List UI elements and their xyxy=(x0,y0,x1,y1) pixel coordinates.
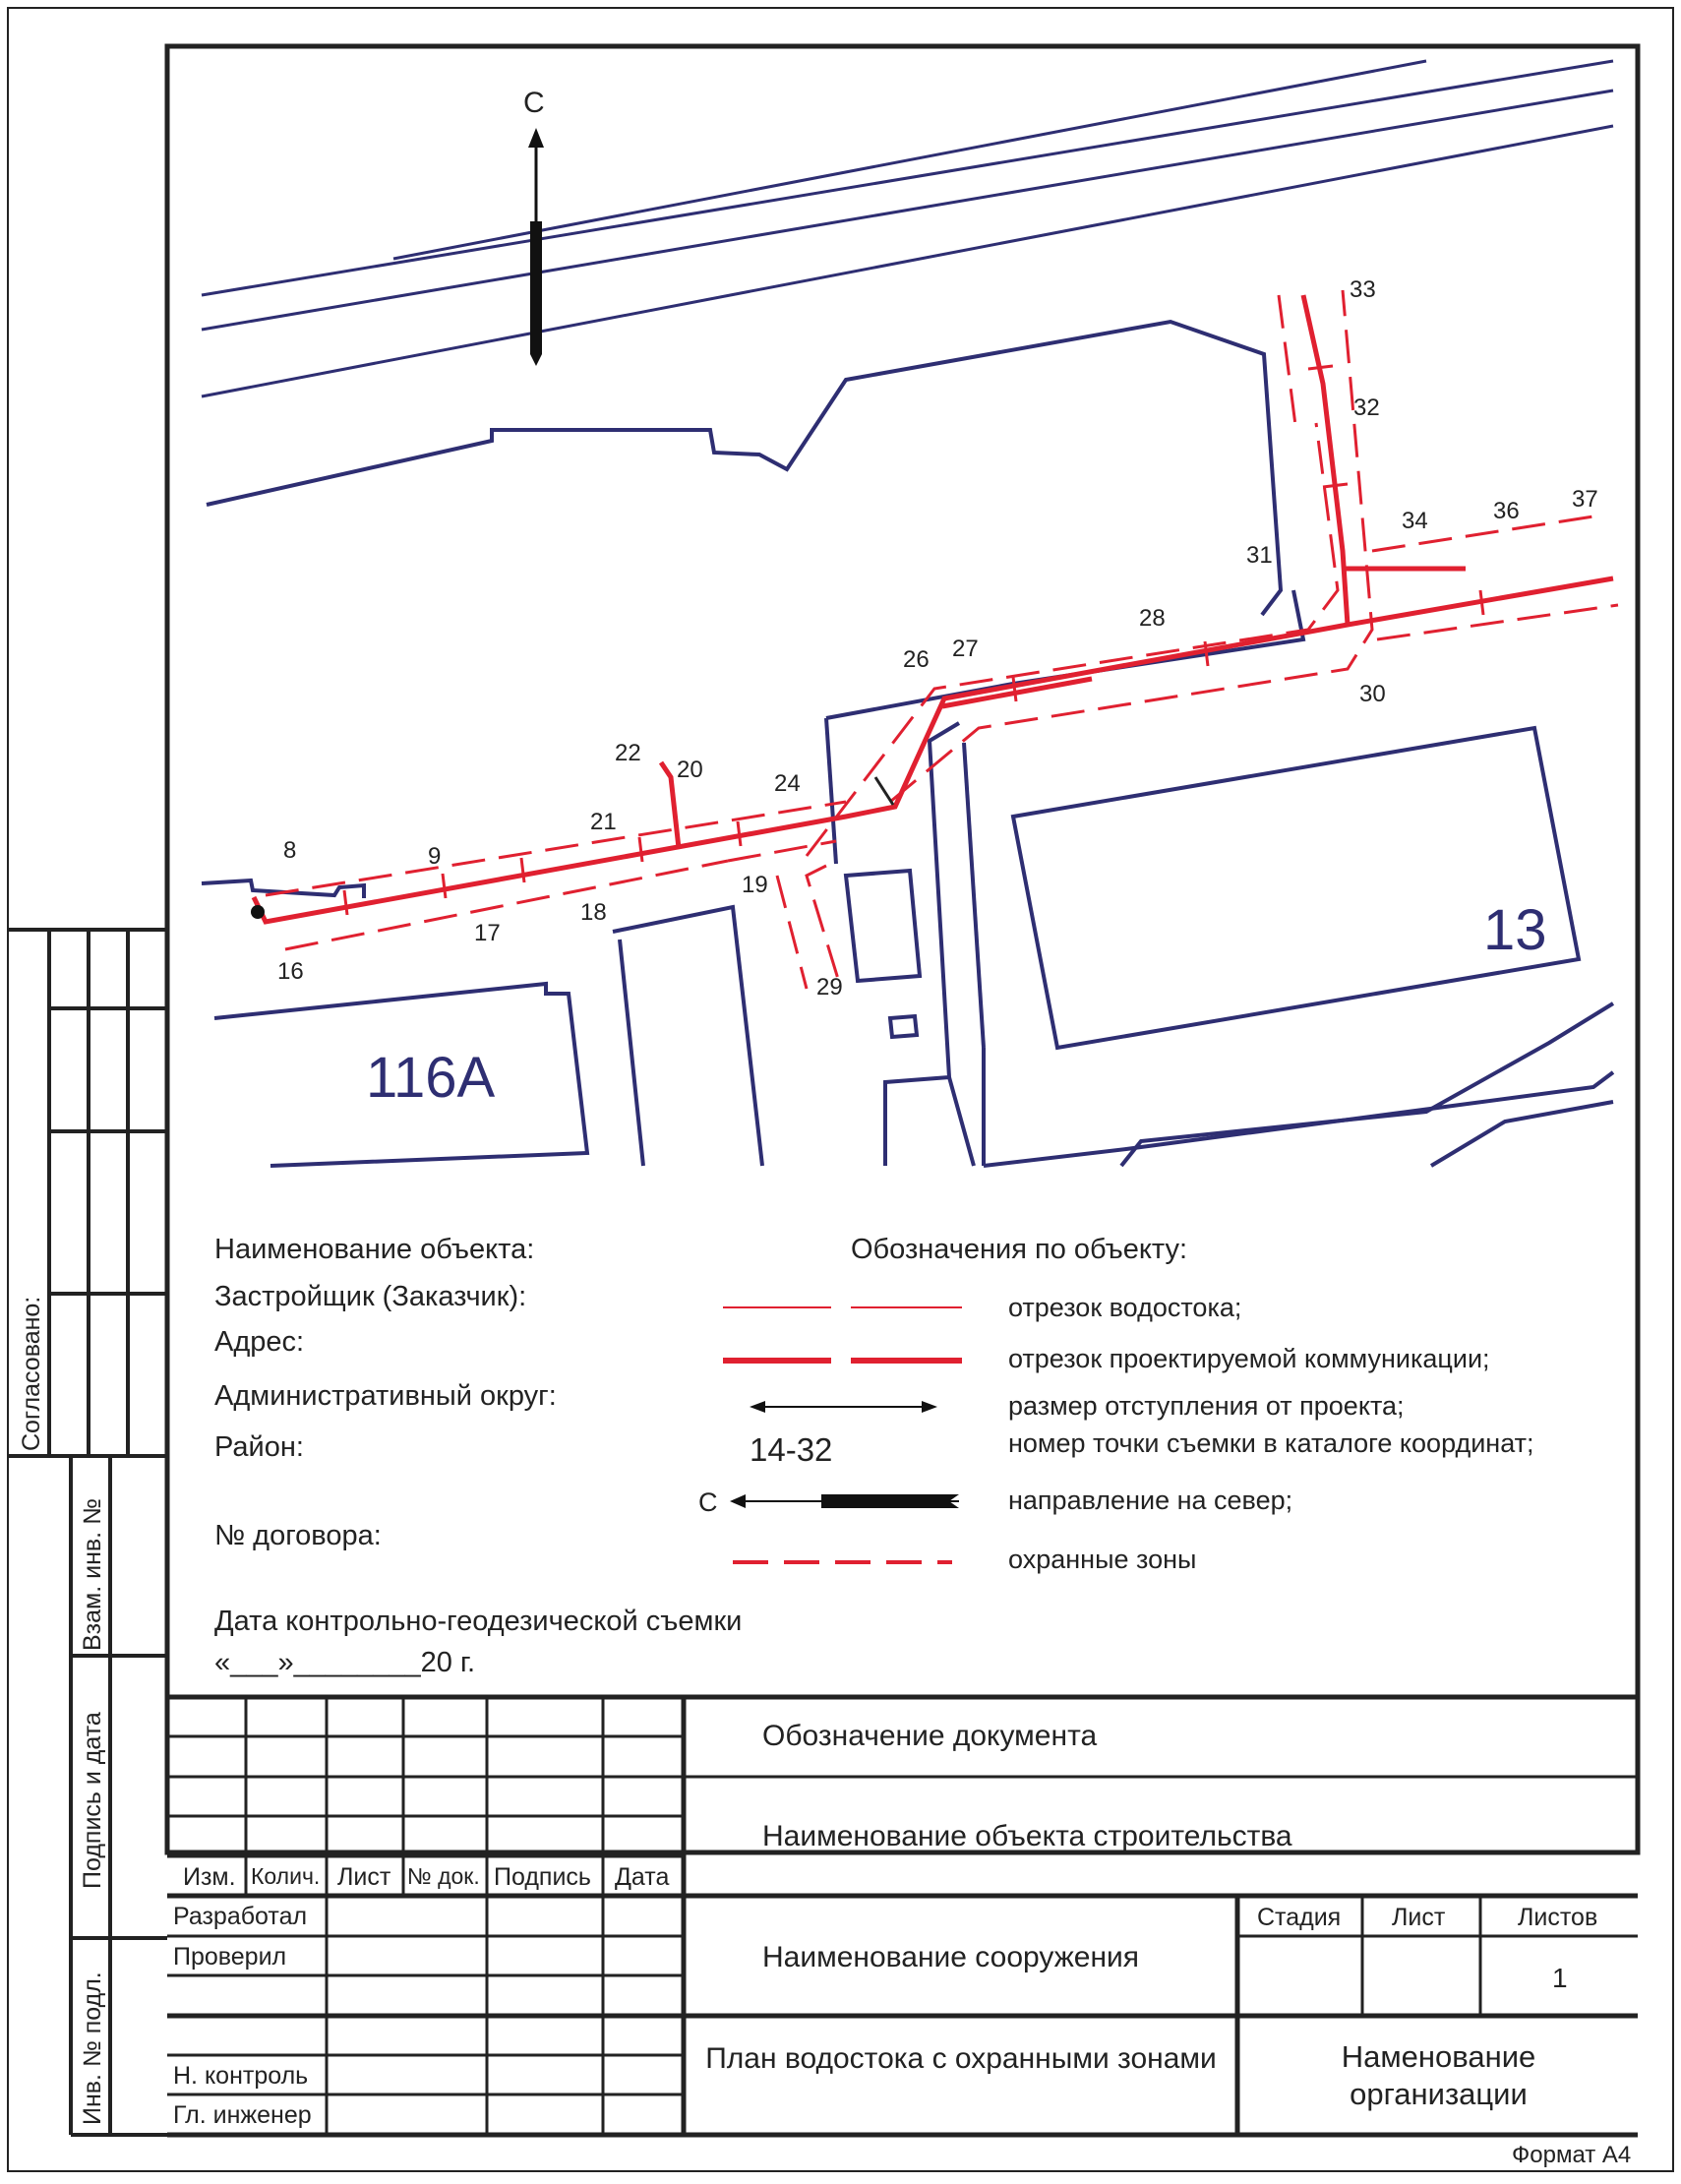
building-label-13: 13 xyxy=(1483,898,1547,962)
survey-point-label: 34 xyxy=(1402,508,1428,534)
survey-point-label: 27 xyxy=(952,636,979,662)
legend-item-point-number: номер точки съемки в каталоге координат; xyxy=(1008,1428,1534,1458)
survey-point-label: 21 xyxy=(590,809,617,835)
info-address: Адрес: xyxy=(214,1326,305,1358)
pipe-ticks xyxy=(344,366,1483,915)
survey-point-label: 20 xyxy=(677,757,703,783)
stamp-role-developer: Разработал xyxy=(173,1903,308,1930)
legend-item-projected: отрезок проектируемой коммуникации; xyxy=(1008,1344,1490,1373)
stamp-doc-designation: Обозначение документа xyxy=(762,1720,1098,1752)
stamp-stage-header: Стадия xyxy=(1257,1904,1342,1931)
start-point xyxy=(251,905,265,919)
info-admin-district: Административный округ: xyxy=(214,1380,557,1412)
survey-point-label: 8 xyxy=(283,837,297,864)
building-contours xyxy=(202,322,1613,1166)
side-inv-orig: Инв. № подл. xyxy=(79,1972,106,2125)
stamp-construction-object: Наименование объекта строительства xyxy=(762,1820,1292,1852)
survey-point-label: 29 xyxy=(816,974,843,1001)
stamp-role-norm-control: Н. контроль xyxy=(173,2062,309,2090)
survey-point-label: 19 xyxy=(742,872,768,898)
survey-point-label: 16 xyxy=(277,958,304,985)
info-date-line: «___»________20 г. xyxy=(214,1647,476,1678)
inner-frame xyxy=(167,46,1638,1852)
survey-point-label: 18 xyxy=(580,899,607,926)
info-district: Район: xyxy=(214,1431,304,1463)
legend-point-sample: 14-32 xyxy=(750,1431,833,1468)
survey-point-label: 17 xyxy=(474,920,501,946)
survey-point-label: 28 xyxy=(1139,605,1166,632)
stamp-role-checker: Проверил xyxy=(173,1943,287,1971)
north-label: С xyxy=(523,87,545,119)
stamp-sheets-total: 1 xyxy=(1552,1963,1568,1993)
stamp-col-signature: Подпись xyxy=(494,1863,591,1891)
stamp-drawing-title: План водостока с охранными зонами xyxy=(705,2042,1217,2075)
stamp-role-chief-engineer: Гл. инженер xyxy=(173,2101,312,2129)
survey-point-label: 30 xyxy=(1359,681,1386,707)
survey-point-label: 33 xyxy=(1350,276,1376,303)
survey-point-label: 22 xyxy=(615,740,641,766)
legend-item-zones: охранные зоны xyxy=(1008,1545,1197,1574)
info-survey-date: Дата контрольно-геодезической съемки xyxy=(214,1606,743,1637)
survey-point-label: 36 xyxy=(1493,498,1520,524)
legend-item-drain: отрезок водостока; xyxy=(1008,1293,1242,1322)
railway-lines xyxy=(202,61,1613,396)
info-contract: № договора: xyxy=(214,1520,382,1551)
stamp-col-count: Колич. xyxy=(251,1863,321,1889)
north-arrow xyxy=(528,128,544,366)
side-inv-replace: Взам. инв. № xyxy=(79,1498,106,1651)
survey-point-label: 24 xyxy=(774,770,801,797)
survey-point-label: 26 xyxy=(903,646,930,673)
survey-point-label: 37 xyxy=(1572,486,1598,513)
building-label-116a: 116А xyxy=(366,1046,496,1110)
stamp-col-sheet: Лист xyxy=(337,1863,391,1891)
stamp-sheet-header: Лист xyxy=(1392,1904,1446,1931)
side-sign-date: Подпись и дата xyxy=(79,1712,106,1889)
info-object-name: Наименование объекта: xyxy=(214,1234,535,1265)
survey-point-label: 9 xyxy=(428,843,442,870)
format-label: Формат А4 xyxy=(1512,2142,1632,2168)
stamp-col-date: Дата xyxy=(615,1863,670,1891)
side-approved: Согласовано: xyxy=(18,1296,45,1451)
legend-north-sample: С xyxy=(698,1487,718,1517)
survey-point-label: 32 xyxy=(1353,394,1380,421)
legend-item-deviation: размер отступления от проекта; xyxy=(1008,1391,1405,1421)
stamp-structure-name: Наименование сооружения xyxy=(762,1941,1140,1973)
info-developer: Застройщик (Заказчик): xyxy=(214,1281,527,1312)
survey-point-label: 31 xyxy=(1246,542,1273,569)
stamp-col-change: Изм. xyxy=(183,1863,236,1891)
legend-item-north: направление на север; xyxy=(1008,1486,1293,1515)
stamp-sheets-header: Листов xyxy=(1518,1904,1598,1931)
stamp-organization: Наменование организации xyxy=(1341,2039,1536,2111)
legend-title: Обозначения по объекту: xyxy=(851,1234,1188,1265)
stamp-col-docnum: № док. xyxy=(407,1863,480,1889)
